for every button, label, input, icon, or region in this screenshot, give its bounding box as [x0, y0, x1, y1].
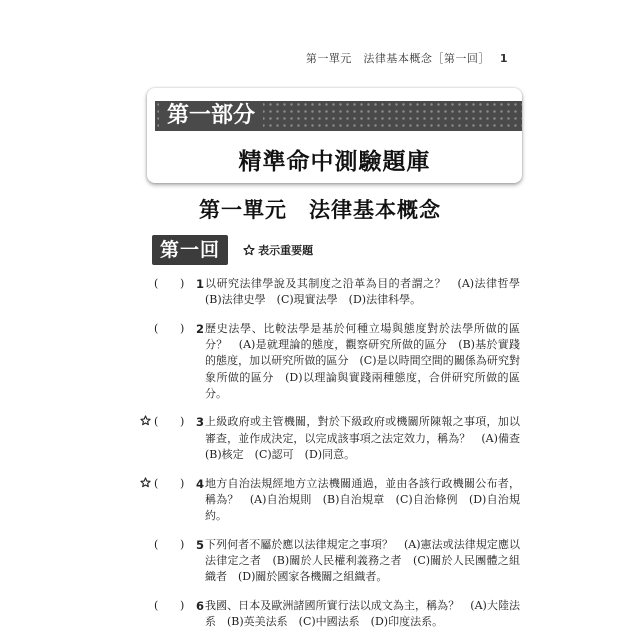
unit-title: 第一單元 法律基本概念 — [199, 198, 441, 222]
question-text: 上級政府或主管機關，對於下級政府或機關所陳報之事項，加以審查，並作成決定，以完成該事項之法定效力，稱為？ (A)備查 (B)核定 (C)認可 (D)同意。 — [205, 415, 531, 461]
part-title: 精準命中測驗題庫 — [238, 149, 431, 175]
part-card — [147, 88, 522, 183]
section-header — [152, 235, 313, 267]
answer-blank-close: ) — [180, 476, 185, 490]
question-text: 我國、日本及歐洲諸國所實行法以成文為主，稱為？ (A)大陸法系 (B)英美法系 (C)中國法系 (D)印度法系。 — [205, 598, 520, 628]
section-badge: 第一回 — [152, 235, 228, 265]
answer-blank-open: ( — [154, 277, 159, 290]
question-number: 5 — [196, 537, 205, 552]
question-text: 歷史法學、比較法學是基於何種立場與態度對於法學所做的區分？ (A)是就理論的態度，觀察研究所做的區分 (B)基於實踐的態度，加以研究所做的區分 (C)是以時間空間的關係為研究對象所做的區分 (D)以理論與實踐兩種態度，合併研究所做的區分。 — [205, 321, 520, 400]
question-item — [140, 598, 520, 630]
answer-blank-open: ( — [154, 598, 159, 612]
page-number: 1 — [499, 52, 508, 65]
answer-blank-close: ) — [180, 415, 185, 429]
question-item — [140, 476, 520, 525]
star-outline-icon — [243, 244, 255, 256]
question-number: 3 — [196, 415, 205, 430]
answer-blank-open: ( — [154, 476, 159, 490]
question-list — [140, 276, 531, 643]
question-number: 4 — [196, 476, 205, 491]
answer-blank-close: ) — [180, 277, 185, 290]
important-legend-text: 表示重要題 — [258, 244, 314, 257]
star-outline-icon — [140, 415, 154, 431]
question-text: 以研究法律學說及其制度之沿革為目的者謂之？ (A)法律哲學 (B)法律史學 (C)現實法學 (D)法律科學。 — [205, 277, 531, 307]
question-item — [140, 414, 531, 463]
question-text: 下列何者不屬於應以法律規定之事項？ (A)憲法或法律規定應以法律定之者 (B)關於人民權利義務之者 (C)關於人民團體之組織者 (D)關於國家各機關之組織者。 — [205, 537, 520, 584]
answer-blank-close: ) — [180, 598, 185, 612]
running-header-text: 第一單元 法律基本概念［第一回］ — [305, 52, 490, 65]
question-number: 1 — [196, 277, 205, 291]
important-legend — [243, 242, 313, 258]
question-item — [140, 537, 520, 586]
part-label: 第一部分 — [159, 101, 263, 131]
answer-blank-open: ( — [154, 537, 159, 551]
answer-blank-close: ) — [180, 537, 185, 551]
question-item — [140, 321, 520, 402]
answer-blank-open: ( — [154, 321, 159, 335]
answer-blank-open: ( — [154, 415, 159, 429]
question-number: 6 — [196, 598, 205, 613]
question-text: 地方自治法規經地方立法機關通過，並由各該行政機關公布者，稱為？ (A)自治規則 (B)自治規章 (C)自治條例 (D)自治規約。 — [205, 476, 520, 522]
question-number: 2 — [196, 321, 205, 336]
star-outline-icon — [140, 477, 154, 493]
answer-blank-close: ) — [180, 321, 185, 335]
question-item — [140, 276, 531, 308]
running-header — [306, 50, 508, 66]
